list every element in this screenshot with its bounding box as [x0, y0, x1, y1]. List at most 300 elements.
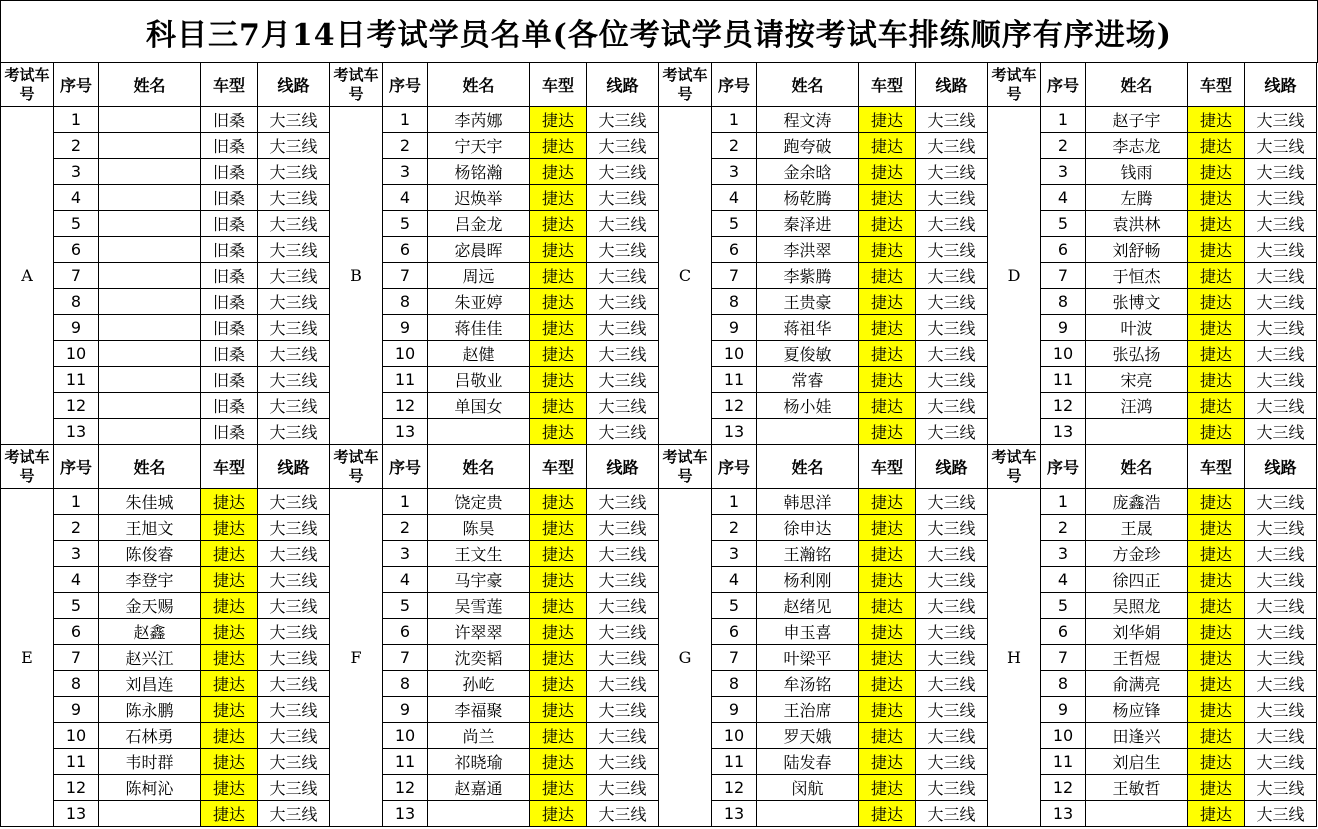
route-cell: 大三线 — [258, 211, 330, 237]
header-sequence: 序号 — [383, 445, 428, 489]
route-cell: 大三线 — [258, 237, 330, 263]
route-cell: 大三线 — [916, 133, 988, 159]
header-sequence: 序号 — [712, 63, 757, 107]
car-type-cell: 捷达 — [530, 567, 587, 593]
car-type-cell: 捷达 — [530, 341, 587, 367]
sequence-cell: 6 — [712, 237, 757, 263]
car-type-cell: 捷达 — [201, 801, 258, 827]
header-route: 线路 — [258, 445, 330, 489]
sequence-cell: 10 — [712, 723, 757, 749]
route-cell: 大三线 — [916, 671, 988, 697]
route-cell: 大三线 — [916, 697, 988, 723]
car-type-cell: 捷达 — [201, 723, 258, 749]
sequence-cell: 4 — [383, 185, 428, 211]
route-cell: 大三线 — [587, 315, 659, 341]
student-name-cell: 张博文 — [1086, 289, 1188, 315]
route-cell: 大三线 — [1245, 263, 1317, 289]
header-route: 线路 — [1245, 63, 1317, 107]
header-car-type: 车型 — [859, 445, 916, 489]
student-name-cell: 于恒杰 — [1086, 263, 1188, 289]
car-type-cell: 捷达 — [530, 237, 587, 263]
route-cell: 大三线 — [258, 801, 330, 827]
car-type-cell: 捷达 — [859, 237, 916, 263]
student-name-cell: 吴雪莲 — [428, 593, 530, 619]
car-type-cell: 捷达 — [201, 593, 258, 619]
student-name-cell — [99, 289, 201, 315]
student-name-cell: 宁天宇 — [428, 133, 530, 159]
route-cell: 大三线 — [587, 211, 659, 237]
sequence-cell: 12 — [54, 775, 99, 801]
student-name-cell — [99, 185, 201, 211]
sequence-cell: 4 — [1041, 185, 1086, 211]
header-name: 姓名 — [99, 445, 201, 489]
route-cell: 大三线 — [587, 107, 659, 133]
student-name-cell: 杨铭瀚 — [428, 159, 530, 185]
sequence-cell: 10 — [54, 723, 99, 749]
student-name-cell: 杨乾腾 — [757, 185, 859, 211]
route-cell: 大三线 — [1245, 619, 1317, 645]
route-cell: 大三线 — [1245, 289, 1317, 315]
sequence-cell: 5 — [712, 593, 757, 619]
car-type-cell: 捷达 — [1188, 367, 1245, 393]
route-cell: 大三线 — [258, 723, 330, 749]
car-type-cell: 旧桑 — [201, 185, 258, 211]
student-name-cell: 赵健 — [428, 341, 530, 367]
car-type-cell: 捷达 — [530, 263, 587, 289]
car-type-cell: 捷达 — [859, 107, 916, 133]
route-cell: 大三线 — [916, 541, 988, 567]
route-cell: 大三线 — [587, 645, 659, 671]
student-name-cell: 陈永鹏 — [99, 697, 201, 723]
route-cell: 大三线 — [258, 645, 330, 671]
sequence-cell: 7 — [712, 263, 757, 289]
route-cell: 大三线 — [916, 801, 988, 827]
student-name-cell: 吕敬业 — [428, 367, 530, 393]
student-name-cell: 夏俊敏 — [757, 341, 859, 367]
sequence-cell: 2 — [1041, 133, 1086, 159]
student-name-cell — [99, 393, 201, 419]
student-name-cell: 尚兰 — [428, 723, 530, 749]
route-cell: 大三线 — [1245, 723, 1317, 749]
sequence-cell: 3 — [383, 159, 428, 185]
student-name-cell: 石林勇 — [99, 723, 201, 749]
route-cell: 大三线 — [1245, 671, 1317, 697]
sequence-cell: 2 — [1041, 515, 1086, 541]
route-cell: 大三线 — [916, 289, 988, 315]
car-type-cell: 捷达 — [201, 749, 258, 775]
student-name-cell: 饶定贵 — [428, 489, 530, 515]
student-name-cell: 跑夸破 — [757, 133, 859, 159]
sequence-cell: 2 — [54, 133, 99, 159]
sequence-cell: 8 — [712, 671, 757, 697]
car-type-cell: 捷达 — [530, 749, 587, 775]
car-type-cell: 捷达 — [859, 263, 916, 289]
header-car-type: 车型 — [1188, 63, 1245, 107]
route-cell: 大三线 — [258, 515, 330, 541]
route-cell: 大三线 — [1245, 367, 1317, 393]
student-name-cell: 叶波 — [1086, 315, 1188, 341]
car-letter-g: G — [659, 489, 712, 827]
sequence-cell: 7 — [712, 645, 757, 671]
sequence-cell: 13 — [712, 801, 757, 827]
car-type-cell: 捷达 — [530, 619, 587, 645]
route-cell: 大三线 — [258, 593, 330, 619]
sequence-cell: 13 — [1041, 419, 1086, 445]
car-letter-b: B — [330, 107, 383, 445]
sequence-cell: 5 — [383, 211, 428, 237]
sequence-cell: 8 — [1041, 671, 1086, 697]
car-type-cell: 捷达 — [1188, 133, 1245, 159]
car-type-cell: 捷达 — [1188, 341, 1245, 367]
route-cell: 大三线 — [916, 367, 988, 393]
page-title: 科目三7月14日考试学员名单(各位考试学员请按考试车排练顺序有序进场) — [0, 0, 1318, 63]
student-name-cell — [1086, 801, 1188, 827]
sequence-cell: 8 — [54, 289, 99, 315]
sequence-cell: 13 — [383, 419, 428, 445]
student-name-cell: 刘启生 — [1086, 749, 1188, 775]
route-cell: 大三线 — [587, 263, 659, 289]
sequence-cell: 1 — [54, 489, 99, 515]
student-name-cell — [99, 133, 201, 159]
route-cell: 大三线 — [587, 775, 659, 801]
student-name-cell: 李洪翠 — [757, 237, 859, 263]
student-name-cell — [99, 419, 201, 445]
route-cell: 大三线 — [916, 515, 988, 541]
car-type-cell: 捷达 — [1188, 263, 1245, 289]
header-sequence: 序号 — [1041, 445, 1086, 489]
student-name-cell: 田逢兴 — [1086, 723, 1188, 749]
header-car-type: 车型 — [201, 63, 258, 107]
student-name-cell: 赵子宇 — [1086, 107, 1188, 133]
sequence-cell: 12 — [712, 393, 757, 419]
car-letter-a: A — [1, 107, 54, 445]
route-cell: 大三线 — [587, 185, 659, 211]
sequence-cell: 13 — [54, 419, 99, 445]
car-type-cell: 捷达 — [201, 567, 258, 593]
student-name-cell: 李芮娜 — [428, 107, 530, 133]
header-name: 姓名 — [428, 445, 530, 489]
student-name-cell: 刘华娟 — [1086, 619, 1188, 645]
sequence-cell: 3 — [712, 159, 757, 185]
sequence-cell: 4 — [712, 185, 757, 211]
route-cell: 大三线 — [587, 515, 659, 541]
student-name-cell: 张弘扬 — [1086, 341, 1188, 367]
sequence-cell: 13 — [54, 801, 99, 827]
student-name-cell: 赵嘉通 — [428, 775, 530, 801]
student-name-cell: 李紫腾 — [757, 263, 859, 289]
sequence-cell: 8 — [54, 671, 99, 697]
route-cell: 大三线 — [258, 263, 330, 289]
car-type-cell: 捷达 — [859, 697, 916, 723]
car-letter-f: F — [330, 489, 383, 827]
student-name-cell: 汪鸿 — [1086, 393, 1188, 419]
sequence-cell: 1 — [54, 107, 99, 133]
student-name-cell: 朱亚婷 — [428, 289, 530, 315]
student-name-cell: 常睿 — [757, 367, 859, 393]
sequence-cell: 3 — [383, 541, 428, 567]
student-name-cell: 申玉喜 — [757, 619, 859, 645]
car-type-cell: 捷达 — [859, 515, 916, 541]
sequence-cell: 4 — [383, 567, 428, 593]
student-name-cell: 王晟 — [1086, 515, 1188, 541]
student-name-cell: 李志龙 — [1086, 133, 1188, 159]
sequence-cell: 5 — [54, 211, 99, 237]
car-letter-h: H — [988, 489, 1041, 827]
route-cell: 大三线 — [258, 775, 330, 801]
car-type-cell: 捷达 — [859, 367, 916, 393]
car-type-cell: 旧桑 — [201, 367, 258, 393]
car-type-cell: 捷达 — [530, 671, 587, 697]
route-cell: 大三线 — [1245, 185, 1317, 211]
sequence-cell: 8 — [383, 289, 428, 315]
sequence-cell: 5 — [1041, 593, 1086, 619]
route-cell: 大三线 — [1245, 697, 1317, 723]
student-name-cell — [99, 315, 201, 341]
route-cell: 大三线 — [1245, 341, 1317, 367]
car-type-cell: 捷达 — [1188, 593, 1245, 619]
roster-body — [1, 63, 1317, 827]
route-cell: 大三线 — [258, 289, 330, 315]
route-cell: 大三线 — [1245, 775, 1317, 801]
route-cell: 大三线 — [587, 133, 659, 159]
sequence-cell: 8 — [1041, 289, 1086, 315]
route-cell: 大三线 — [587, 419, 659, 445]
car-type-cell: 捷达 — [530, 419, 587, 445]
student-name-cell: 钱雨 — [1086, 159, 1188, 185]
student-name-cell: 陈俊睿 — [99, 541, 201, 567]
car-type-cell: 旧桑 — [201, 289, 258, 315]
car-type-cell: 捷达 — [859, 393, 916, 419]
student-name-cell: 周远 — [428, 263, 530, 289]
sequence-cell: 7 — [1041, 645, 1086, 671]
car-type-cell: 旧桑 — [201, 237, 258, 263]
header-route: 线路 — [916, 63, 988, 107]
car-type-cell: 捷达 — [859, 185, 916, 211]
student-name-cell: 宓晨晖 — [428, 237, 530, 263]
sequence-cell: 9 — [1041, 315, 1086, 341]
header-car-number: 考试车号 — [330, 445, 383, 489]
sequence-cell: 10 — [712, 341, 757, 367]
sequence-cell: 1 — [383, 107, 428, 133]
car-type-cell: 捷达 — [530, 801, 587, 827]
sequence-cell: 1 — [383, 489, 428, 515]
student-name-cell: 陆发春 — [757, 749, 859, 775]
header-car-type: 车型 — [530, 445, 587, 489]
student-name-cell: 金天赐 — [99, 593, 201, 619]
sequence-cell: 13 — [383, 801, 428, 827]
route-cell: 大三线 — [258, 541, 330, 567]
car-type-cell: 捷达 — [201, 489, 258, 515]
sequence-cell: 11 — [54, 749, 99, 775]
student-name-cell: 赵绪见 — [757, 593, 859, 619]
car-letter-d: D — [988, 107, 1041, 445]
sequence-cell: 11 — [712, 749, 757, 775]
car-type-cell: 旧桑 — [201, 133, 258, 159]
car-type-cell: 捷达 — [1188, 749, 1245, 775]
student-name-cell: 迟焕举 — [428, 185, 530, 211]
car-type-cell: 捷达 — [530, 697, 587, 723]
student-name-cell: 左腾 — [1086, 185, 1188, 211]
header-sequence: 序号 — [712, 445, 757, 489]
header-name: 姓名 — [757, 63, 859, 107]
sequence-cell: 11 — [1041, 367, 1086, 393]
route-cell: 大三线 — [587, 237, 659, 263]
car-type-cell: 捷达 — [201, 645, 258, 671]
car-type-cell: 捷达 — [201, 775, 258, 801]
car-letter-e: E — [1, 489, 54, 827]
route-cell: 大三线 — [1245, 419, 1317, 445]
student-name-cell: 徐申达 — [757, 515, 859, 541]
car-type-cell: 捷达 — [1188, 489, 1245, 515]
route-cell: 大三线 — [1245, 645, 1317, 671]
header-sequence: 序号 — [54, 63, 99, 107]
route-cell: 大三线 — [258, 489, 330, 515]
car-type-cell: 捷达 — [1188, 185, 1245, 211]
route-cell: 大三线 — [1245, 489, 1317, 515]
sequence-cell: 9 — [54, 697, 99, 723]
route-cell: 大三线 — [1245, 567, 1317, 593]
sequence-cell: 11 — [383, 367, 428, 393]
car-type-cell: 捷达 — [530, 489, 587, 515]
route-cell: 大三线 — [916, 619, 988, 645]
route-cell: 大三线 — [258, 315, 330, 341]
car-type-cell: 捷达 — [1188, 567, 1245, 593]
route-cell: 大三线 — [916, 393, 988, 419]
route-cell: 大三线 — [916, 489, 988, 515]
car-type-cell: 捷达 — [859, 315, 916, 341]
student-name-cell — [99, 367, 201, 393]
student-name-cell: 吕金龙 — [428, 211, 530, 237]
student-name-cell — [99, 211, 201, 237]
route-cell: 大三线 — [1245, 315, 1317, 341]
route-cell: 大三线 — [258, 159, 330, 185]
student-name-cell — [99, 341, 201, 367]
header-car-number: 考试车号 — [1, 63, 54, 107]
student-name-cell: 王敏哲 — [1086, 775, 1188, 801]
car-type-cell: 捷达 — [859, 419, 916, 445]
sequence-cell: 2 — [383, 515, 428, 541]
car-type-cell: 捷达 — [1188, 419, 1245, 445]
route-cell: 大三线 — [587, 671, 659, 697]
sequence-cell: 9 — [712, 697, 757, 723]
route-cell: 大三线 — [587, 619, 659, 645]
student-name-cell — [99, 237, 201, 263]
car-type-cell: 捷达 — [1188, 619, 1245, 645]
student-name-cell: 杨应锋 — [1086, 697, 1188, 723]
sequence-cell: 5 — [54, 593, 99, 619]
route-cell: 大三线 — [587, 393, 659, 419]
car-type-cell: 捷达 — [1188, 515, 1245, 541]
sequence-cell: 10 — [54, 341, 99, 367]
table-row — [1, 489, 1317, 515]
student-name-cell: 徐四正 — [1086, 567, 1188, 593]
sequence-cell: 9 — [383, 697, 428, 723]
sequence-cell: 6 — [712, 619, 757, 645]
car-type-cell: 捷达 — [530, 315, 587, 341]
header-sequence: 序号 — [54, 445, 99, 489]
sequence-cell: 2 — [712, 515, 757, 541]
route-cell: 大三线 — [1245, 393, 1317, 419]
car-type-cell: 捷达 — [530, 541, 587, 567]
car-type-cell: 捷达 — [859, 645, 916, 671]
exam-roster-table — [0, 62, 1317, 827]
route-cell: 大三线 — [258, 619, 330, 645]
car-type-cell: 捷达 — [1188, 289, 1245, 315]
route-cell: 大三线 — [1245, 593, 1317, 619]
sequence-cell: 12 — [383, 775, 428, 801]
route-cell: 大三线 — [587, 541, 659, 567]
car-type-cell: 捷达 — [530, 723, 587, 749]
student-name-cell: 程文涛 — [757, 107, 859, 133]
route-cell: 大三线 — [258, 749, 330, 775]
sequence-cell: 7 — [383, 645, 428, 671]
car-type-cell: 捷达 — [1188, 107, 1245, 133]
student-name-cell: 袁洪林 — [1086, 211, 1188, 237]
sequence-cell: 12 — [1041, 393, 1086, 419]
sequence-cell: 3 — [712, 541, 757, 567]
route-cell: 大三线 — [587, 593, 659, 619]
student-name-cell: 赵兴江 — [99, 645, 201, 671]
car-type-cell: 捷达 — [859, 567, 916, 593]
student-name-cell: 庞鑫浩 — [1086, 489, 1188, 515]
car-type-cell: 捷达 — [1188, 159, 1245, 185]
car-type-cell: 捷达 — [859, 593, 916, 619]
car-type-cell: 捷达 — [1188, 671, 1245, 697]
sequence-cell: 3 — [1041, 541, 1086, 567]
sequence-cell: 4 — [54, 185, 99, 211]
car-type-cell: 捷达 — [1188, 237, 1245, 263]
sequence-cell: 7 — [54, 263, 99, 289]
sequence-cell: 1 — [1041, 489, 1086, 515]
student-name-cell: 方金珍 — [1086, 541, 1188, 567]
car-type-cell: 捷达 — [530, 367, 587, 393]
sequence-cell: 13 — [712, 419, 757, 445]
sequence-cell: 10 — [1041, 341, 1086, 367]
car-type-cell: 捷达 — [859, 671, 916, 697]
route-cell: 大三线 — [587, 289, 659, 315]
header-car-number: 考试车号 — [330, 63, 383, 107]
route-cell: 大三线 — [916, 237, 988, 263]
car-type-cell: 捷达 — [1188, 541, 1245, 567]
car-type-cell: 捷达 — [201, 671, 258, 697]
student-name-cell: 李登宇 — [99, 567, 201, 593]
sequence-cell: 9 — [712, 315, 757, 341]
car-type-cell: 捷达 — [530, 393, 587, 419]
route-cell: 大三线 — [587, 489, 659, 515]
student-name-cell: 牟汤铭 — [757, 671, 859, 697]
header-name: 姓名 — [1086, 445, 1188, 489]
car-type-cell: 捷达 — [530, 515, 587, 541]
sequence-cell: 10 — [1041, 723, 1086, 749]
route-cell: 大三线 — [916, 263, 988, 289]
route-cell: 大三线 — [258, 567, 330, 593]
header-route: 线路 — [587, 445, 659, 489]
header-name: 姓名 — [99, 63, 201, 107]
student-name-cell: 宋亮 — [1086, 367, 1188, 393]
student-name-cell — [99, 159, 201, 185]
car-type-cell: 捷达 — [859, 749, 916, 775]
header-row — [1, 63, 1317, 107]
student-name-cell: 金余晗 — [757, 159, 859, 185]
student-name-cell: 王瀚铭 — [757, 541, 859, 567]
route-cell: 大三线 — [587, 723, 659, 749]
car-type-cell: 捷达 — [530, 593, 587, 619]
sequence-cell: 5 — [712, 211, 757, 237]
car-type-cell: 旧桑 — [201, 263, 258, 289]
student-name-cell: 韩思洋 — [757, 489, 859, 515]
route-cell: 大三线 — [258, 697, 330, 723]
header-car-number: 考试车号 — [988, 63, 1041, 107]
